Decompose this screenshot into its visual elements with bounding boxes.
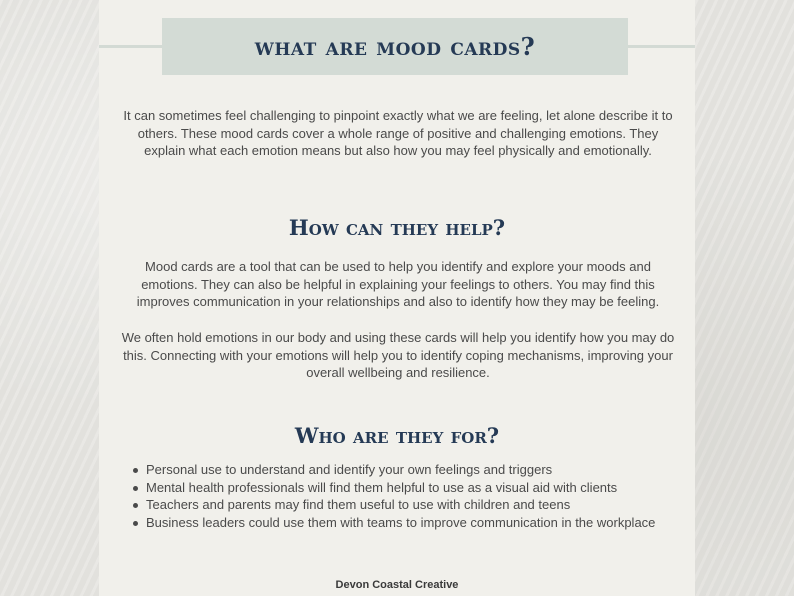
help-paragraph-2: We often hold emotions in our body and using these cards will help you identify how you may do this. Connecting with your emotions will help you to identify coping mechanisms, improving your overall wellbeing and resilience.: [121, 330, 675, 380]
intro-paragraph: It can sometimes feel challenging to pinpoint exactly what we are feeling, let alone describe it to others. These mood cards cover a whole range of positive and challenging emotions. They explain what each emotion means but also how you may feel physically and emotionally.: [123, 108, 673, 158]
audience-heading: Who are they for?: [294, 423, 500, 448]
help-paragraph-1: Mood cards are a tool that can be used to help you identify and explore your moods and emotions. They can also be helpful in explaining your feelings to others. You may find this improves communication in your relationships and also to identify how they may be feeling.: [136, 259, 660, 309]
list-item: Teachers and parents may find them useful to use with children and teens: [133, 496, 655, 514]
list-item: Mental health professionals will find them helpful to use as a visual aid with clients: [133, 479, 655, 497]
page-title: what are mood cards?: [254, 32, 536, 61]
title-rule-left: [99, 45, 163, 48]
footer-brand: Devon Coastal Creative: [335, 579, 459, 591]
audience-list: [133, 461, 655, 531]
bullet-icon: [133, 521, 138, 526]
bullet-icon: [133, 468, 138, 473]
list-item: Business leaders could use them with teams to improve communication in the workplace: [133, 514, 655, 532]
title-banner: [162, 18, 628, 75]
help-heading: How can they help?: [288, 215, 506, 240]
title-rule-right: [627, 45, 695, 48]
bullet-icon: [133, 486, 138, 491]
list-item: Personal use to understand and identify your own feelings and triggers: [133, 461, 655, 479]
bullet-icon: [133, 503, 138, 508]
